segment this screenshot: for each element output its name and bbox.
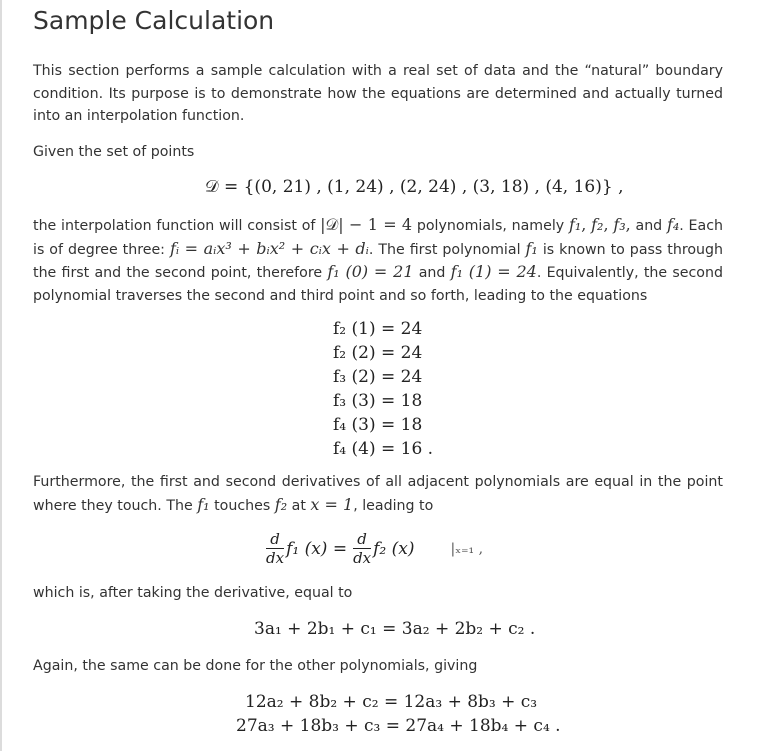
other-derivative-equations — [236, 690, 561, 738]
derivative-equation — [266, 530, 483, 567]
p3-text-c: at — [291, 497, 306, 514]
count-expression: |𝒟| − 1 = 4 — [320, 215, 413, 234]
f4-symbol: f₄ — [666, 215, 680, 234]
first-derivative-equation: 3a₁ + 2b₁ + c₁ = 3a₂ + 2b₂ + c₂ . — [254, 619, 536, 639]
p2-text-d: . Each is of degree three: — [33, 218, 723, 258]
p3-text-b: touches — [214, 497, 271, 514]
f1-at-0: f₁ (0) = 21 — [327, 262, 414, 281]
condition-row: f₂ (2) = 24 — [333, 343, 423, 363]
derivative-operator-right: $\frac{d}{dx}$ — [353, 530, 372, 567]
p2-text-c: and — [635, 218, 663, 234]
f2-symbol: f₂ — [591, 215, 604, 234]
p2-text-g: and — [418, 265, 446, 281]
condition-row: f₄ (4) = 16 . — [333, 439, 434, 459]
again-text: Again, the same can be done for the other polynomials, giving — [33, 658, 478, 674]
polynomials-paragraph: the interpolation function will consist of |𝒟| − 1 = 4 polynomials, namely f₁, f₂, f₃, and f₄. Each is of degree three: fᵢ = aᵢx³ + bᵢx² + cᵢx + dᵢ. The first polynomial f₁ is known to pass through the first and the second point, therefore f₁ (0) = 21 and f₁ (1) = 24. Equivalently, the second polynomial traverses the second and third point and so forth, leading to the equations — [33, 215, 724, 304]
f1-at-1: f₁ (1) = 24 — [450, 262, 537, 281]
f2-symbol-2: f₂ — [274, 494, 288, 514]
derivative-left: f₁ (x) = — [286, 538, 348, 559]
equation-row: 27a₃ + 18b₃ + c₃ = 27a₄ + 18b₄ + c₄ . — [236, 716, 561, 736]
p3-text-d: , leading to — [353, 497, 434, 514]
left-border — [0, 0, 2, 751]
f1-symbol-2: f₁ — [525, 238, 538, 258]
derivative-operator-left: $\frac{d}{dx}$ — [266, 530, 285, 567]
condition-row: f₃ (2) = 24 — [333, 367, 423, 387]
evaluation-bar: |ₓ₌₁ , — [450, 540, 484, 557]
p2-text-e: . The first polynomial — [368, 241, 521, 258]
f3-symbol: f₃ — [613, 215, 626, 234]
condition-row: f₂ (1) = 24 — [333, 319, 423, 339]
equation-row: 12a₂ + 8b₂ + c₂ = 12a₃ + 8b₃ + c₃ — [245, 692, 538, 712]
f1-symbol-3: f₁ — [197, 494, 210, 514]
condition-row: f₃ (3) = 18 — [333, 391, 423, 411]
given-text: Given the set of points — [33, 144, 195, 160]
p3-text-a: Furthermore, the first and second derivatives of all adjacent polynomials are equal in the point where they touch. The — [33, 474, 723, 514]
p2-text-f: is known to pass through the first and the second point, therefore — [33, 241, 724, 281]
polynomial-form: fᵢ = aᵢx³ + bᵢx² + cᵢx + dᵢ — [169, 238, 369, 258]
derivatives-paragraph — [33, 471, 723, 517]
conditions-equations — [333, 317, 433, 461]
p2-text-b: polynomials, namely — [416, 218, 565, 234]
page-title: Sample Calculation — [33, 6, 275, 35]
derivative-right: f₂ (x) — [373, 538, 415, 559]
x-equals-1: x = 1 — [310, 494, 354, 514]
p2-text-a: the interpolation function will consist of — [33, 218, 316, 234]
condition-row: f₄ (3) = 18 — [333, 415, 423, 435]
points-set-equation: 𝒟 = {(0, 21) , (1, 24) , (2, 24) , (3, 18) , (4, 16)} , — [205, 177, 624, 197]
intro-paragraph: This section performs a sample calculation with a real set of data and the “natural” boundary condition. Its purpose is to demonstrate how the equations are determined and actually turned into an interpolation function. — [33, 63, 723, 124]
f1-symbol: f₁ — [568, 215, 582, 234]
p2-text-h: . Equivalently, the second polynomial traverses the second and third point and so forth, leading to the equations — [33, 265, 723, 304]
after-derivative-text: which is, after taking the derivative, equal to — [33, 585, 353, 601]
